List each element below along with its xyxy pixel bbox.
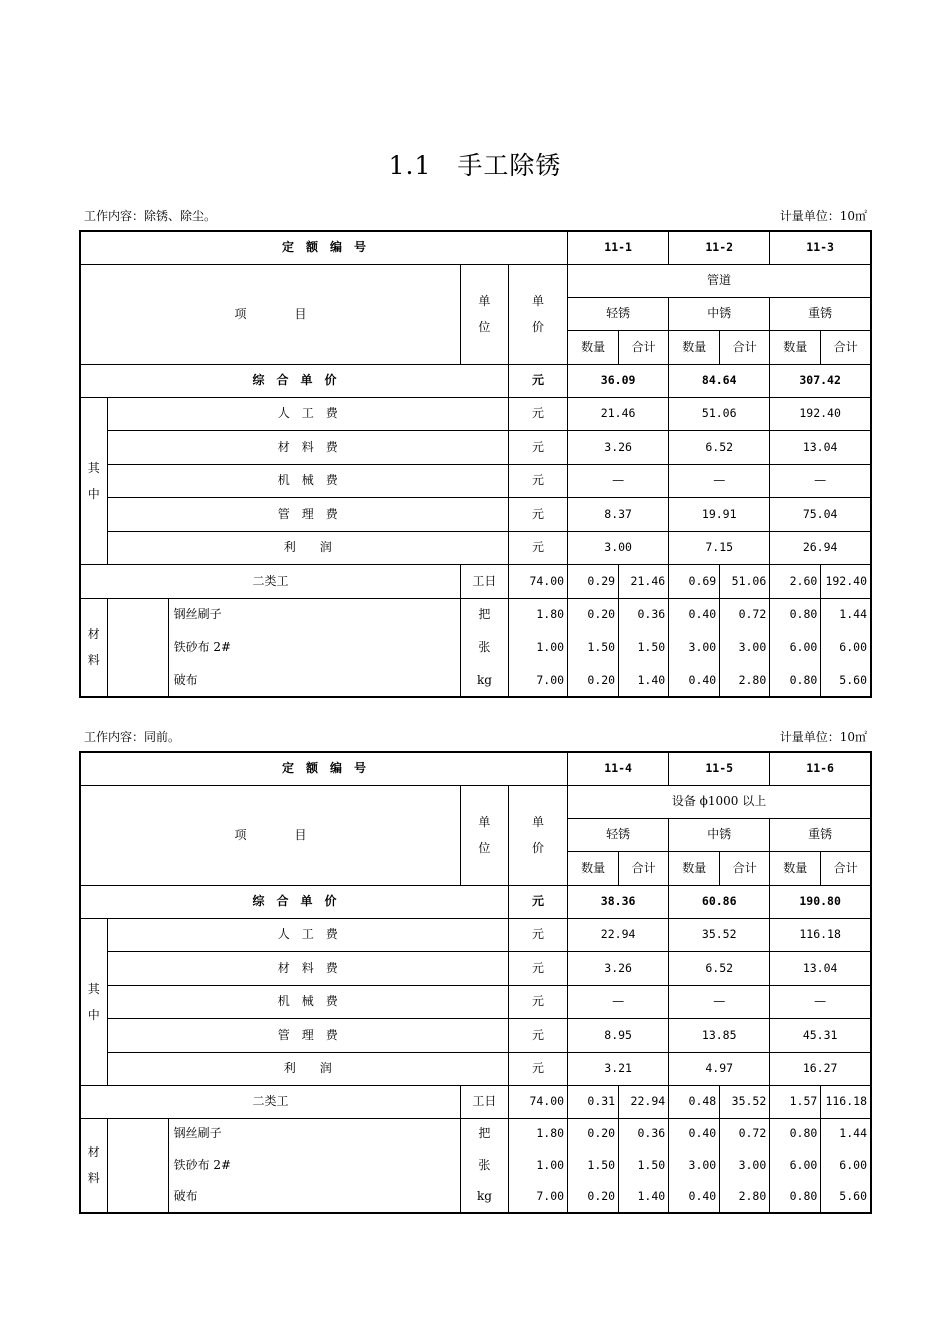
unit-label: 单位 [460, 785, 508, 885]
material-label: 材料 [80, 1118, 107, 1213]
among-unit: 元 [508, 918, 567, 951]
material-cell: 0.72 [720, 598, 770, 631]
material-row [80, 1118, 871, 1149]
among-value: — [770, 464, 871, 497]
material-name: 破布 [168, 1181, 460, 1213]
quota-table [79, 751, 872, 1214]
among-value: 21.46 [568, 397, 669, 430]
material-name: 钢丝刷子 [168, 598, 460, 631]
among-row [80, 464, 871, 497]
material-name: 铁砂布 2# [168, 631, 460, 664]
material-cell: 0.80 [770, 598, 821, 631]
qty-label: 数量 [568, 851, 619, 885]
among-row [80, 497, 871, 531]
material-cell: 0.20 [568, 1118, 619, 1149]
labor-cell: 22.94 [619, 1085, 669, 1118]
material-price: 7.00 [508, 664, 567, 697]
among-row [80, 397, 871, 430]
labor-cell: 0.31 [568, 1085, 619, 1118]
unit-note: 计量单位：10㎡ [779, 730, 867, 744]
material-cell: 0.72 [720, 1118, 770, 1149]
sum-label: 合计 [821, 330, 871, 364]
material-cell: 0.20 [568, 1181, 619, 1213]
code-cell: 11-6 [770, 752, 871, 785]
labor-unit: 工日 [460, 1085, 508, 1118]
among-value: 13.85 [669, 1018, 770, 1052]
comp-unit: 元 [508, 364, 567, 397]
sum-label: 合计 [619, 330, 669, 364]
among-label: 其中 [80, 918, 107, 1085]
material-cell: 3.00 [720, 1149, 770, 1181]
among-value: 116.18 [770, 918, 871, 951]
among-unit: 元 [508, 464, 567, 497]
material-cell: 0.40 [669, 664, 720, 697]
material-cell: 0.40 [669, 1118, 720, 1149]
code-label: 定 额 编 号 [80, 231, 568, 264]
material-label: 材料 [80, 598, 107, 697]
material-unit: kg [460, 664, 508, 697]
among-name: 材 料 费 [107, 951, 508, 985]
qty-label: 数量 [770, 330, 821, 364]
material-cell: 5.60 [821, 1181, 871, 1213]
among-value: 75.04 [770, 497, 871, 531]
labor-unit: 工日 [460, 564, 508, 598]
material-price: 1.80 [508, 598, 567, 631]
among-row [80, 430, 871, 464]
among-value: — [669, 464, 770, 497]
header-row [80, 264, 871, 297]
among-row [80, 985, 871, 1018]
material-price: 7.00 [508, 1181, 567, 1213]
comp-value: 190.80 [770, 885, 871, 918]
among-value: 45.31 [770, 1018, 871, 1052]
grade-cell: 轻锈 [568, 818, 669, 851]
grade-cell: 轻锈 [568, 297, 669, 330]
among-unit: 元 [508, 531, 567, 564]
material-cell: 1.40 [619, 664, 669, 697]
among-name: 机 械 费 [107, 985, 508, 1018]
material-cell: 0.40 [669, 1181, 720, 1213]
item-label: 项 目 [80, 785, 460, 885]
labor-cell: 0.69 [669, 564, 720, 598]
among-name: 利 润 [107, 1052, 508, 1085]
among-value: 192.40 [770, 397, 871, 430]
unit-label: 单位 [460, 264, 508, 364]
material-cell: 0.80 [770, 1118, 821, 1149]
labor-cell: 192.40 [821, 564, 871, 598]
qty-label: 数量 [568, 330, 619, 364]
comp-price-row [80, 364, 871, 397]
group-label: 管道 [568, 264, 871, 297]
among-name: 材 料 费 [107, 430, 508, 464]
labor-price: 74.00 [508, 564, 567, 598]
among-value: — [568, 464, 669, 497]
material-row [80, 664, 871, 697]
material-cell: 1.50 [568, 1149, 619, 1181]
among-name: 人 工 费 [107, 397, 508, 430]
among-value: 51.06 [669, 397, 770, 430]
material-cell: 1.44 [821, 1118, 871, 1149]
material-unit: kg [460, 1181, 508, 1213]
material-price: 1.00 [508, 631, 567, 664]
sum-label: 合计 [720, 851, 770, 885]
code-cell: 11-5 [669, 752, 770, 785]
among-row [80, 1018, 871, 1052]
among-value: 4.97 [669, 1052, 770, 1085]
among-value: 13.04 [770, 951, 871, 985]
among-value: 22.94 [568, 918, 669, 951]
material-cell: 3.00 [669, 1149, 720, 1181]
qty-label: 数量 [669, 330, 720, 364]
material-cell: 1.40 [619, 1181, 669, 1213]
comp-value: 60.86 [669, 885, 770, 918]
among-value: 7.15 [669, 531, 770, 564]
sum-label: 合计 [720, 330, 770, 364]
qty-label: 数量 [770, 851, 821, 885]
material-name: 破布 [168, 664, 460, 697]
among-value: 8.95 [568, 1018, 669, 1052]
labor-cell: 21.46 [619, 564, 669, 598]
material-row [80, 1149, 871, 1181]
material-cell: 2.80 [720, 1181, 770, 1213]
item-label: 项 目 [80, 264, 460, 364]
labor-price: 74.00 [508, 1085, 567, 1118]
labor-cell: 116.18 [821, 1085, 871, 1118]
price-label: 单价 [508, 264, 567, 364]
comp-value: 36.09 [568, 364, 669, 397]
sum-label: 合计 [821, 851, 871, 885]
grade-cell: 中锈 [669, 818, 770, 851]
material-price: 1.00 [508, 1149, 567, 1181]
among-value: 19.91 [669, 497, 770, 531]
material-cell: 3.00 [669, 631, 720, 664]
material-cell: 5.60 [821, 664, 871, 697]
labor-cell: 2.60 [770, 564, 821, 598]
among-unit: 元 [508, 397, 567, 430]
among-value: 35.52 [669, 918, 770, 951]
among-value: — [669, 985, 770, 1018]
code-label: 定 额 编 号 [80, 752, 568, 785]
among-label: 其中 [80, 397, 107, 564]
among-unit: 元 [508, 497, 567, 531]
among-value: 16.27 [770, 1052, 871, 1085]
among-name: 机 械 费 [107, 464, 508, 497]
comp-label: 综 合 单 价 [80, 364, 508, 397]
among-name: 管 理 费 [107, 1018, 508, 1052]
page-title: 1.1 手工除锈 [388, 151, 562, 180]
grade-cell: 中锈 [669, 297, 770, 330]
among-value: 6.52 [669, 430, 770, 464]
material-cell: 0.20 [568, 664, 619, 697]
material-cell: 3.00 [720, 631, 770, 664]
header-row [80, 785, 871, 818]
labor-cell: 1.57 [770, 1085, 821, 1118]
material-unit: 把 [460, 598, 508, 631]
among-name: 人 工 费 [107, 918, 508, 951]
material-cell: 1.50 [619, 631, 669, 664]
comp-value: 307.42 [770, 364, 871, 397]
material-cell: 6.00 [821, 631, 871, 664]
labor-cell: 35.52 [720, 1085, 770, 1118]
among-row [80, 918, 871, 951]
labor-cell: 0.48 [669, 1085, 720, 1118]
among-row [80, 1052, 871, 1085]
material-cell: 2.80 [720, 664, 770, 697]
among-value: 3.00 [568, 531, 669, 564]
material-cell: 6.00 [770, 631, 821, 664]
among-value: — [770, 985, 871, 1018]
among-unit: 元 [508, 951, 567, 985]
among-unit: 元 [508, 430, 567, 464]
labor-row [80, 564, 871, 598]
code-row [80, 231, 871, 264]
labor-name: 二类工 [80, 1085, 460, 1118]
code-cell: 11-3 [770, 231, 871, 264]
material-unit: 把 [460, 1118, 508, 1149]
among-row [80, 531, 871, 564]
material-cell: 1.44 [821, 598, 871, 631]
among-name: 利 润 [107, 531, 508, 564]
material-cell: 0.80 [770, 1181, 821, 1213]
material-spacer [107, 598, 168, 697]
price-label: 单价 [508, 785, 567, 885]
among-value: 3.26 [568, 951, 669, 985]
material-price: 1.80 [508, 1118, 567, 1149]
unit-note: 计量单位：10㎡ [779, 209, 867, 223]
material-cell: 0.36 [619, 598, 669, 631]
material-cell: 1.50 [619, 1149, 669, 1181]
among-value: 26.94 [770, 531, 871, 564]
material-name: 钢丝刷子 [168, 1118, 460, 1149]
material-row [80, 631, 871, 664]
work-content: 工作内容：除锈、除尘。 [84, 209, 217, 223]
material-row [80, 598, 871, 631]
among-value: — [568, 985, 669, 1018]
material-cell: 6.00 [770, 1149, 821, 1181]
code-cell: 11-2 [669, 231, 770, 264]
material-name: 铁砂布 2# [168, 1149, 460, 1181]
comp-value: 38.36 [568, 885, 669, 918]
qty-label: 数量 [669, 851, 720, 885]
among-value: 6.52 [669, 951, 770, 985]
labor-name: 二类工 [80, 564, 460, 598]
grade-cell: 重锈 [770, 818, 871, 851]
material-row [80, 1181, 871, 1213]
comp-price-row [80, 885, 871, 918]
among-value: 3.21 [568, 1052, 669, 1085]
material-cell: 0.20 [568, 598, 619, 631]
among-value: 8.37 [568, 497, 669, 531]
comp-label: 综 合 单 价 [80, 885, 508, 918]
comp-unit: 元 [508, 885, 567, 918]
group-label: 设备 ϕ1000 以上 [568, 785, 871, 818]
quota-table [79, 230, 872, 698]
material-cell: 1.50 [568, 631, 619, 664]
material-unit: 张 [460, 631, 508, 664]
labor-cell: 0.29 [568, 564, 619, 598]
code-cell: 11-1 [568, 231, 669, 264]
material-cell: 0.36 [619, 1118, 669, 1149]
among-value: 13.04 [770, 430, 871, 464]
material-cell: 0.80 [770, 664, 821, 697]
grade-cell: 重锈 [770, 297, 871, 330]
code-row [80, 752, 871, 785]
code-cell: 11-4 [568, 752, 669, 785]
among-unit: 元 [508, 1052, 567, 1085]
material-spacer [107, 1118, 168, 1213]
comp-value: 84.64 [669, 364, 770, 397]
material-cell: 0.40 [669, 598, 720, 631]
among-unit: 元 [508, 985, 567, 1018]
among-value: 3.26 [568, 430, 669, 464]
labor-cell: 51.06 [720, 564, 770, 598]
sum-label: 合计 [619, 851, 669, 885]
labor-row [80, 1085, 871, 1118]
work-content: 工作内容：同前。 [84, 730, 181, 744]
material-unit: 张 [460, 1149, 508, 1181]
among-row [80, 951, 871, 985]
material-cell: 6.00 [821, 1149, 871, 1181]
among-name: 管 理 费 [107, 497, 508, 531]
among-unit: 元 [508, 1018, 567, 1052]
